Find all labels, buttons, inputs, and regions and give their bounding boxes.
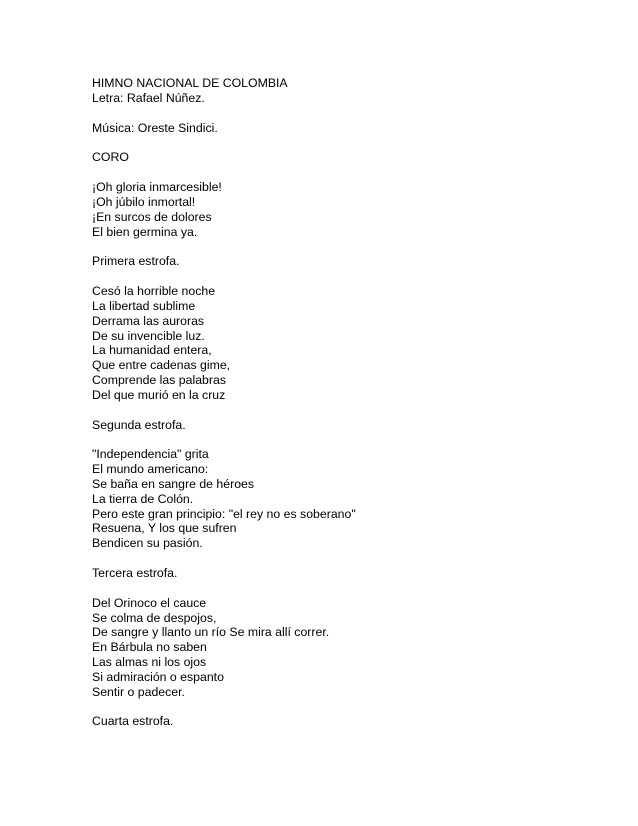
primera-line: La humanidad entera,	[92, 343, 212, 358]
tercera-line: Sentir o padecer.	[92, 684, 185, 699]
segunda-heading: Segunda estrofa.	[92, 417, 186, 432]
music-credit: Música: Oreste Sindici.	[92, 120, 218, 135]
coro-line: El bien germina ya.	[92, 224, 198, 239]
primera-line: La libertad sublime	[92, 298, 196, 313]
coro-heading: CORO	[92, 150, 129, 165]
tercera-line: Si admiración o espanto	[92, 669, 224, 684]
primera-line: Cesó la horrible noche	[92, 284, 216, 299]
primera-line: Derrama las auroras	[92, 313, 205, 328]
spacer	[92, 269, 592, 284]
segunda-line: "Independencia" grita	[92, 447, 209, 462]
tercera-line: Del Orinoco el cauce	[92, 595, 207, 610]
tercera-heading: Tercera estrofa.	[92, 565, 178, 580]
coro-line: ¡En surcos de dolores	[92, 209, 212, 224]
coro-line: ¡Oh gloria inmarcesible!	[92, 180, 222, 195]
segunda-line: El mundo americano:	[92, 462, 209, 477]
spacer	[92, 699, 592, 714]
spacer	[92, 239, 592, 254]
spacer	[92, 551, 592, 566]
lyrics-credit: Letra: Rafael Núñez.	[92, 90, 205, 105]
primera-line: Del que murió en la cruz	[92, 387, 226, 402]
tercera-line: Se colma de despojos,	[92, 610, 217, 625]
segunda-line: Bendicen su pasión.	[92, 536, 203, 551]
spacer	[92, 403, 592, 418]
segunda-line: Se baña en sangre de héroes	[92, 476, 255, 491]
cuarta-heading: Cuarta estrofa.	[92, 714, 174, 729]
spacer	[92, 135, 592, 150]
tercera-line: De sangre y llanto un río Se mira allí correr.	[92, 625, 330, 640]
spacer	[92, 165, 592, 180]
spacer	[92, 432, 592, 447]
primera-heading: Primera estrofa.	[92, 254, 180, 269]
primera-line: De su invencible luz.	[92, 328, 205, 343]
document-body	[92, 76, 592, 729]
spacer	[92, 581, 592, 596]
primera-line: Que entre cadenas gime,	[92, 358, 231, 373]
spacer	[92, 106, 592, 121]
tercera-line: En Bárbula no saben	[92, 640, 207, 655]
document-title: HIMNO NACIONAL DE COLOMBIA	[92, 76, 288, 90]
segunda-line: Resuena, Y los que sufren	[92, 521, 237, 536]
segunda-line: Pero este gran principio: "el rey no es soberano"	[92, 506, 356, 521]
segunda-line: La tierra de Colón.	[92, 491, 194, 506]
tercera-line: Las almas ni los ojos	[92, 654, 207, 669]
coro-line: ¡Oh júbilo inmortal!	[92, 194, 196, 209]
primera-line: Comprende las palabras	[92, 372, 226, 387]
